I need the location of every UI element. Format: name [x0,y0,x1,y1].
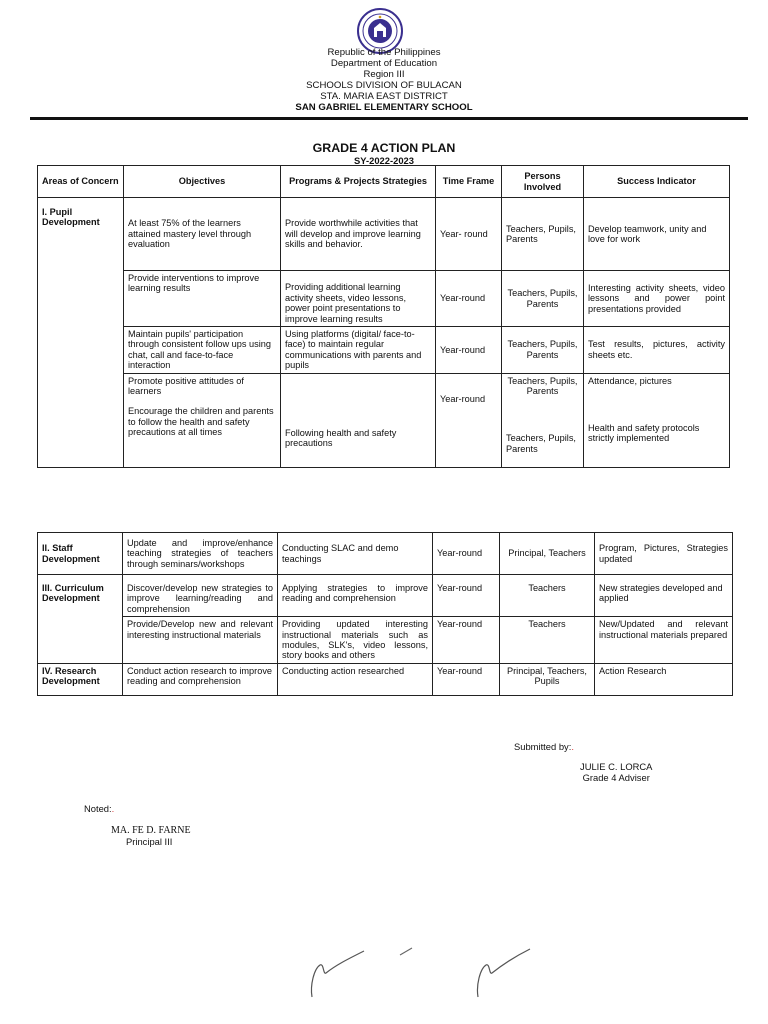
table-row [38,198,730,271]
col-header-objectives: Objectives [124,166,281,198]
objective-cell: Provide interventions to improve learning results [124,271,281,327]
noter-block [111,825,191,847]
success-cell: Action Research [595,663,733,695]
success-cell: Develop teamwork, unity and love for work [584,198,730,271]
area-research: IV. Research Development [38,663,123,695]
success-cell: New strategies developed and applied [595,575,733,617]
submitted-by-label: Submitted by:. [514,741,574,752]
table-row [38,271,730,327]
letterhead-line: SCHOOLS DIVISION OF BULACAN [306,80,462,91]
table-row [38,373,730,467]
table-row [38,327,730,374]
letterhead-line: Republic of the Philippines [327,47,441,58]
time-cell: Year-round [436,327,502,374]
success-cell [584,373,730,467]
program-cell: Conducting action researched [278,663,433,695]
success-text: Health and safety protocols strictly implemented [588,423,700,444]
table-header-row [38,166,730,198]
program-cell: Using platforms (digital/ face-to-face) to maintain regular communications with parents and pupils [281,327,436,374]
program-cell: Providing updated interesting instructional materials such as modules, SLK's, video lessons, story books and others [278,617,433,664]
time-cell: Year-round [433,617,500,664]
col-header-area: Areas of Concern [38,166,124,198]
submitter-title: Grade 4 Adviser [582,771,650,783]
persons-cell: Teachers, Pupils, Parents [502,327,584,374]
school-name: SAN GABRIEL ELEMENTARY SCHOOL [295,102,473,113]
time-cell: Year-round [433,575,500,617]
objective-text: Promote positive attitudes of learners [128,375,244,397]
school-year: SY-2022-2023 [354,155,414,166]
persons-cell: Principal, Teachers, Pupils [500,663,595,695]
persons-text: Teachers, Pupils, Parents [507,375,578,397]
time-cell: Year-round [436,373,502,467]
table-row [38,533,733,575]
persons-cell: Teachers [500,617,595,664]
noter-title: Principal III [126,836,173,847]
objective-text: Encourage the children and parents to follow the health and safety precautions at all times [128,406,274,438]
area-curriculum: III. Curriculum Development [38,575,123,664]
signature-scribbles-icon [290,935,540,1010]
objective-cell: Discover/develop new strategies to improve learning/reading and comprehension [123,575,278,617]
success-text: Attendance, pictures [588,375,672,386]
letterhead-line: Department of Education [330,58,438,69]
program-cell: Providing additional learning activity sheets, video lessons, power point presentations to improve learning results [281,271,436,327]
table-row [38,663,733,695]
submitter-name: JULIE C. LORCA [580,761,653,772]
action-plan-table-pupil [37,165,730,468]
persons-cell [502,373,584,467]
noted-text: Noted: [84,803,112,814]
program-cell: Conducting SLAC and demo teachings [278,533,433,575]
objective-cell: Update and improve/enhance teaching strategies of teachers through seminars/workshops [123,533,278,575]
submitted-by-text: Submitted by: [514,741,572,752]
letterhead [0,47,768,113]
letterhead-line: STA. MARIA EAST DISTRICT [320,91,448,102]
persons-cell: Principal, Teachers [500,533,595,575]
success-cell: New/Updated and relevant instructional materials prepared [595,617,733,664]
program-cell: Applying strategies to improve reading and comprehension [278,575,433,617]
submitter-block [580,762,652,783]
table-row [38,617,733,664]
objective-cell: Maintain pupils' participation through consistent follow ups using chat, call and face-to-face interaction [124,327,281,374]
success-cell: Program, Pictures, Strategies updated [595,533,733,575]
noter-name: MA. FE D. FARNE [111,825,191,836]
persons-cell: Teachers, Pupils, Parents [502,198,584,271]
objective-cell: Conduct action research to improve reading and comprehension [123,663,278,695]
col-header-persons: Persons Involved [502,166,584,198]
persons-cell: Teachers [500,575,595,617]
time-cell: Year-round [436,271,502,327]
area-pupil: I. Pupil Development [38,198,124,468]
table-row [38,575,733,617]
col-header-success: Success Indicator [584,166,730,198]
col-header-time: Time Frame [436,166,502,198]
time-cell: Year-round [433,533,500,575]
success-cell: Test results, pictures, activity sheets etc. [584,327,730,374]
persons-cell: Teachers, Pupils, Parents [502,271,584,327]
program-cell: Provide worthwhile activities that will develop and improve learning skills and behavior. [281,198,436,271]
col-header-programs: Programs & Projects Strategies [281,166,436,198]
noted-label: Noted:. [84,803,115,814]
objective-cell [124,373,281,467]
time-cell: Year- round [436,198,502,271]
persons-text: Teachers, Pupils, Parents [506,433,576,454]
letterhead-line: Region III [363,69,405,80]
area-staff: II. Staff Development [38,533,123,575]
action-plan-table-staff [37,532,733,696]
objective-cell: At least 75% of the learners attained mastery level through evaluation [124,198,281,271]
time-cell: Year-round [433,663,500,695]
document-title: GRADE 4 ACTION PLAN [312,141,456,155]
program-cell: Following health and safety precautions [281,373,436,467]
objective-cell: Provide/Develop new and relevant interesting instructional materials [123,617,278,664]
header-divider [30,117,748,120]
success-cell: Interesting activity sheets, video lessons and power point presentations provided [584,271,730,327]
